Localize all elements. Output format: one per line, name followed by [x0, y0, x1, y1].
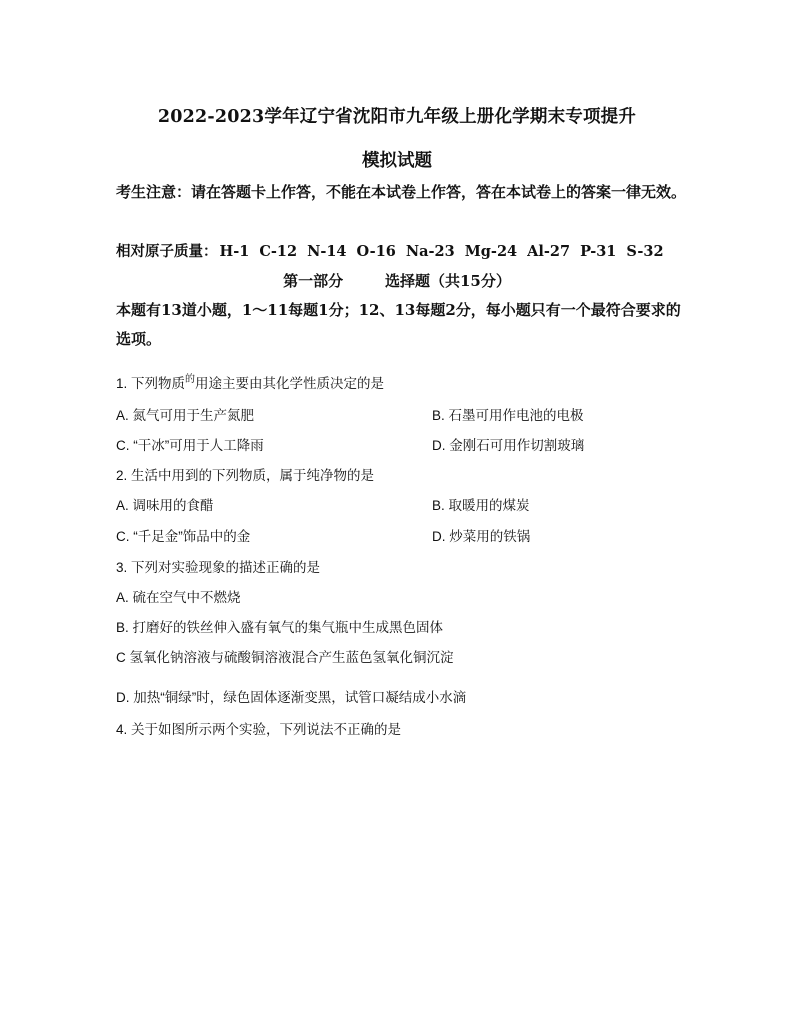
question-3-stem: 3. 下列对实验现象的描述正确的是 — [116, 560, 321, 575]
atomic-mass: P-31 — [580, 243, 617, 260]
atomic-mass: H-1 — [219, 243, 250, 260]
question-1-stem-sup: 的 — [185, 374, 196, 385]
page-title: 2022-2023学年辽宁省沈阳市九年级上册化学期末专项提升 — [157, 107, 637, 127]
section-part: 第一部分 — [283, 272, 344, 290]
atomic-mass: Mg-24 — [464, 243, 518, 260]
atomic-mass: N-14 — [307, 243, 347, 260]
atomic-mass: C-12 — [259, 243, 298, 260]
section-instructions: 本题有13道小题，1～11每题1分；12、13每题2分，每小题只有一个最符合要求的选项。 — [116, 301, 681, 348]
question-2-stem: 2. 生活中用到的下列物质，属于纯净物的是 — [116, 468, 375, 483]
atomic-mass: Na-23 — [405, 243, 455, 260]
atomic-mass: O-16 — [356, 243, 396, 260]
page-subtitle: 模拟试题 — [362, 151, 432, 171]
question-3-option-b[interactable]: B. 打磨好的铁丝伸入盛有氧气的集气瓶中生成黑色固体 — [116, 620, 444, 635]
section-name: 选择题（共15分） — [384, 272, 511, 290]
question-1-option-a[interactable]: A. 氮气可用于生产氮肥 — [116, 408, 255, 423]
atomic-mass: Al-27 — [527, 243, 571, 260]
question-3-option-d[interactable]: D. 加热“铜绿”时，绿色固体逐渐变黑，试管口凝结成小水滴 — [116, 690, 467, 705]
question-3-option-c[interactable]: C 氢氧化钠溶液与硫酸铜溶液混合产生蓝色氢氧化铜沉淀 — [116, 650, 454, 665]
question-2-option-c[interactable]: C. “千足金”饰品中的金 — [116, 529, 251, 544]
question-1-option-d[interactable]: D. 金刚石可用作切割玻璃 — [432, 438, 585, 453]
question-1-stem — [116, 372, 384, 392]
question-1-option-b[interactable]: B. 石墨可用作电池的电极 — [432, 408, 584, 423]
atomic-masses-line — [116, 240, 674, 261]
question-3-option-a[interactable]: A. 硫在空气中不燃烧 — [116, 590, 241, 605]
question-2-option-d[interactable]: D. 炒菜用的铁锅 — [432, 529, 531, 544]
question-1-stem-b: 用途主要由其化学性质决定的是 — [195, 376, 385, 391]
question-1-option-c[interactable]: C. “干冰”可用于人工降雨 — [116, 438, 264, 453]
atomic-mass: S-32 — [626, 243, 664, 260]
question-1-stem-a: 1. 下列物质 — [116, 376, 186, 391]
atomic-masses-label: 相对原子质量： — [116, 243, 218, 260]
question-4-stem: 4. 关于如图所示两个实验，下列说法不正确的是 — [116, 722, 402, 737]
exam-notice: 考生注意：请在答题卡上作答，不能在本试卷上作答，答在本试卷上的答案一律无效。 — [116, 183, 687, 201]
question-2-option-b[interactable]: B. 取暖用的煤炭 — [432, 498, 530, 513]
section-heading — [0, 270, 794, 291]
question-2-option-a[interactable]: A. 调味用的食醋 — [116, 498, 214, 513]
